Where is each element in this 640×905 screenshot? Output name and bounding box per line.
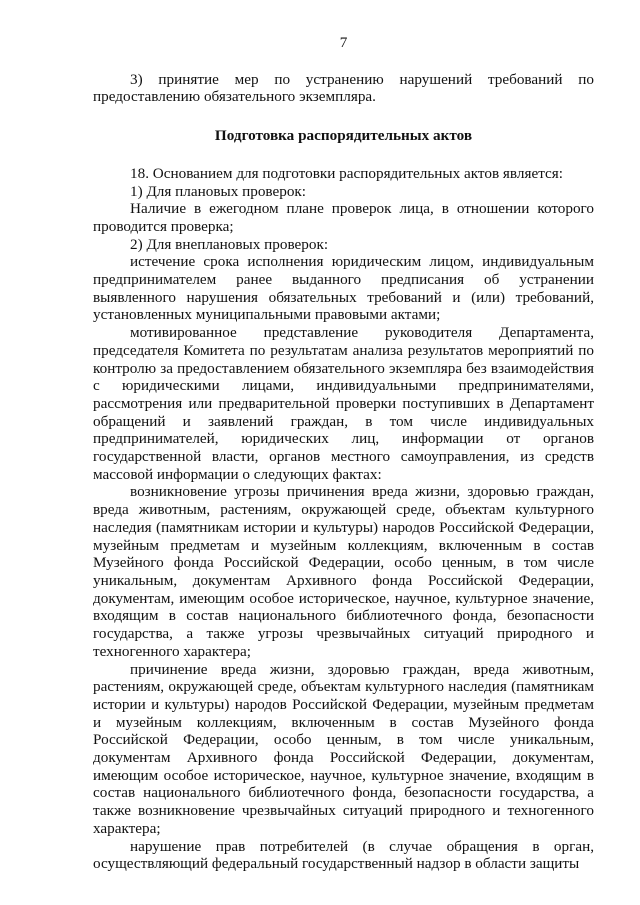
- fact-threat-of-harm: возникновение угрозы причинения вреда жизни, здоровью граждан, вреда животным, растениям, окружающей среде, объектам культурного наследия (памятникам истории и культуры) народов Российской Федерации, музейным предметам и музейным коллекциям, включенным в состав Музейного фонда Российской Федерации, особо ценным, в том числе уникальным, документам Архивного фонда Российской Федерации, документам, имеющим особое историческое, научное, культурное значение, входящим в состав национального библиотечного фонда, безопасности государства, а также угрозы чрезвычайных ситуаций природного и техногенного характера;: [93, 483, 594, 660]
- document-page: [93, 34, 594, 873]
- item-3-continuation: 3) принятие мер по устранению нарушений требований по предоставлению обязательного экземпляра.: [93, 70, 594, 106]
- fact-consumer-rights-violation: нарушение прав потребителей (в случае обращения в орган, осуществляющий федеральный государственный надзор в области защиты: [93, 837, 594, 873]
- page-number: 7: [339, 34, 348, 51]
- paragraph-18-intro: 18. Основанием для подготовки распорядительных актов является:: [130, 164, 563, 182]
- basis-motivated-submission: мотивированное представление руководителя Департамента, председателя Комитета по результатам анализа результатов мероприятий по контролю за предоставлением обязательного экземпляра без взаимодействия с юридическими лицами, индивидуальными предпринимателями, рассмотрения или предварительной проверки поступивших в Департамент обращений и заявлений граждан, в том числе индивидуальных предпринимателей, юридических лиц, информации от органов государственной власти, органов местного самоуправления, из средств массовой информации о следующих фактах:: [93, 324, 594, 483]
- planned-inspections-heading: 1) Для плановых проверок:: [130, 182, 307, 200]
- section-heading: Подготовка распорядительных актов: [214, 127, 473, 145]
- planned-inspections-basis: Наличие в ежегодном плане проверок лица, в отношении которого проводится проверка;: [93, 200, 594, 235]
- fact-harm-caused: причинение вреда жизни, здоровью граждан, вреда животным, растениям, окружающей среде, объектам культурного наследия (памятникам истории и культуры) народов Российской Федерации, музейным предметам и музейным коллекциям, включенным в состав Музейного фонда Российской Федерации, особо ценным, в том числе уникальным, документам Архивного фонда Российской Федерации, документам, имеющим особое историческое, научное, культурное значение, входящим в состав национального библиотечного фонда, безопасности государства, а также возникновение чрезвычайных ситуаций природного и техногенного характера;: [93, 660, 594, 837]
- unscheduled-inspections-heading: 2) Для внеплановых проверок:: [130, 235, 329, 253]
- basis-order-expiry: истечение срока исполнения юридическим лицом, индивидуальным предпринимателем ранее выданного предписания об устранении выявленного нарушения обязательных требований и (или) требований, установленных муниципальными правовыми актами;: [93, 253, 594, 324]
